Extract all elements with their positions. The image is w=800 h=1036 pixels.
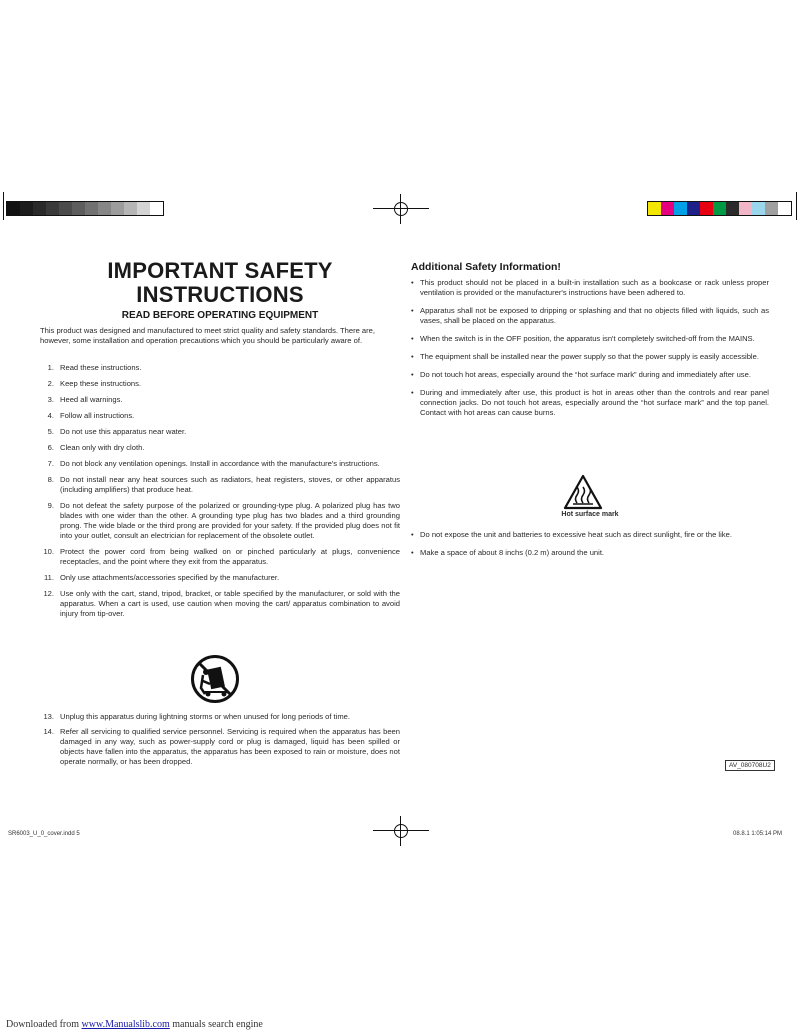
grayscale-bar <box>6 201 164 216</box>
grayscale-swatch <box>150 202 163 215</box>
download-source-line <box>6 1019 263 1030</box>
hot-surface-label: Hot surface mark <box>561 511 619 518</box>
grayscale-swatch <box>20 202 33 215</box>
safety-text: This product should not be placed in a built-in installation such as a bookcase or rack unless proper ventilation is provided or the manufacturer's instructions have been adhered to. <box>420 278 769 297</box>
registration-mark-bottom <box>373 816 429 846</box>
instruction-number: 7. <box>47 459 54 468</box>
color-swatch <box>713 202 726 215</box>
instruction-number: 4. <box>47 411 54 420</box>
grayscale-swatch <box>124 202 137 215</box>
safety-text: Apparatus shall not be exposed to dripping or splashing and that no objects filled with liquids, such as vases, shall be placed on the apparatus. <box>420 306 769 325</box>
instruction-item <box>40 589 400 619</box>
file-name-footer: SR6003_U_0_cover.indd 5 <box>8 831 80 837</box>
additional-safety-list-continued <box>411 530 769 566</box>
safety-item <box>411 334 769 344</box>
cart-tip-over-warning-icon <box>190 654 240 704</box>
download-suffix: manuals search engine <box>169 1019 263 1030</box>
instruction-number: 6. <box>47 443 54 452</box>
safety-item <box>411 548 769 558</box>
color-swatch <box>778 202 791 215</box>
instruction-text: Only use attachments/accessories specified by the manufacturer. <box>60 573 280 582</box>
instruction-number: 13. <box>43 712 54 721</box>
download-prefix: Downloaded from <box>6 1019 82 1030</box>
instruction-text: Do not block any ventilation openings. Install in accordance with the manufacture's instructions. <box>60 459 380 468</box>
instruction-item <box>40 547 400 567</box>
instruction-item <box>40 475 400 495</box>
intro-paragraph: This product was designed and manufactured to meet strict quality and safety standards. There are, however, some installation and operation precautions which you should be particularly aware of. <box>40 326 376 346</box>
grayscale-swatch <box>98 202 111 215</box>
instruction-list <box>40 363 400 625</box>
instruction-number: 1. <box>47 363 54 372</box>
safety-item <box>411 306 769 326</box>
instruction-number: 10. <box>43 547 54 556</box>
color-swatch <box>700 202 713 215</box>
additional-safety-heading: Additional Safety Information! <box>411 261 561 273</box>
safety-text: When the switch is in the OFF position, the apparatus isn't completely switched-off from the MAINS. <box>420 334 755 343</box>
grayscale-swatch <box>59 202 72 215</box>
instruction-number: 14. <box>43 727 54 736</box>
safety-text: The equipment shall be installed near the power supply so that the power supply is easily accessible. <box>420 352 759 361</box>
safety-text: During and immediately after use, this product is hot in areas other than the controls and rear panel connection jacks. Do not touch hot areas, especially around the “hot surface mark” and the top panel. Contact with hot areas can cause burns. <box>420 388 769 417</box>
instruction-item <box>40 501 400 541</box>
safety-text: Do not expose the unit and batteries to excessive heat such as direct sunlight, fire or the like. <box>420 530 732 539</box>
color-swatch <box>739 202 752 215</box>
instruction-item <box>40 427 400 437</box>
color-swatch <box>674 202 687 215</box>
color-bar <box>647 201 792 216</box>
bullet-icon: • <box>411 370 414 379</box>
instruction-item <box>40 727 400 767</box>
instruction-text: Protect the power cord from being walked on or pinched particularly at plugs, convenience receptacles, and the point where they exit from the apparatus. <box>60 547 400 566</box>
color-swatch <box>726 202 739 215</box>
grayscale-swatch <box>111 202 124 215</box>
grayscale-swatch <box>137 202 150 215</box>
document-code: AV_080708U2 <box>725 760 775 771</box>
instruction-item <box>40 395 400 405</box>
instruction-text: Clean only with dry cloth. <box>60 443 145 452</box>
color-swatch <box>765 202 778 215</box>
timestamp-footer: 08.8.1 1:05:14 PM <box>733 831 783 837</box>
safety-text: Make a space of about 8 inchs (0.2 m) around the unit. <box>420 548 605 557</box>
hot-surface-warning-icon <box>563 474 603 510</box>
instruction-item <box>40 363 400 373</box>
instruction-item <box>40 411 400 421</box>
page-title: IMPORTANT SAFETY INSTRUCTIONS <box>107 258 333 307</box>
bullet-icon: • <box>411 548 414 557</box>
crop-mark <box>796 192 797 220</box>
safety-item <box>411 388 769 418</box>
instruction-text: Do not defeat the safety purpose of the polarized or grounding-type plug. A polarized plug has two blades with one wider than the other. A grounding type plug has two blades and a third grounding prong. The wide blade or the third prong are provided for your safety. If the provided plug does not fit into your outlet, consult an electrician for replacement of the obsolete outlet. <box>60 501 400 540</box>
instruction-number: 5. <box>47 427 54 436</box>
instruction-item <box>40 573 400 583</box>
bullet-icon: • <box>411 334 414 343</box>
instruction-text: Heed all warnings. <box>60 395 123 404</box>
instruction-item <box>40 712 400 722</box>
grayscale-swatch <box>33 202 46 215</box>
instruction-number: 11. <box>44 573 54 582</box>
safety-text: Do not touch hot areas, especially around the “hot surface mark” during and immediately after use. <box>420 370 751 379</box>
color-swatch <box>648 202 661 215</box>
grayscale-swatch <box>46 202 59 215</box>
instruction-item <box>40 459 400 469</box>
safety-item <box>411 370 769 380</box>
instruction-text: Do not install near any heat sources such as radiators, heat registers, stoves, or other apparatus (including amplifiers) that produce heat. <box>60 475 400 494</box>
registration-mark-top <box>373 194 429 224</box>
instruction-number: 3. <box>47 395 54 404</box>
instruction-text: Refer all servicing to qualified service personnel. Servicing is required when the apparatus has been damaged in any way, such as power-supply cord or plug is damaged, liquid has been spilled or objects have fallen into the apparatus, the apparatus has been exposed to rain or moisture, does not operate normally, or has been dropped. <box>60 727 400 766</box>
grayscale-swatch <box>72 202 85 215</box>
page-subtitle: READ BEFORE OPERATING EQUIPMENT <box>121 310 319 321</box>
color-swatch <box>687 202 700 215</box>
crop-mark <box>3 192 4 220</box>
bullet-icon: • <box>411 530 414 539</box>
instruction-text: Keep these instructions. <box>60 379 142 388</box>
color-swatch <box>661 202 674 215</box>
instruction-item <box>40 379 400 389</box>
bullet-icon: • <box>411 306 414 315</box>
instruction-list-continued <box>40 712 400 772</box>
instruction-number: 12. <box>43 589 54 598</box>
instruction-text: Follow all instructions. <box>60 411 135 420</box>
instruction-number: 9. <box>47 501 54 510</box>
grayscale-swatch <box>85 202 98 215</box>
bullet-icon: • <box>411 278 414 287</box>
grayscale-swatch <box>7 202 20 215</box>
instruction-text: Unplug this apparatus during lightning storms or when unused for long periods of time. <box>60 712 350 721</box>
instruction-item <box>40 443 400 453</box>
bullet-icon: • <box>411 352 414 361</box>
instruction-number: 8. <box>47 475 54 484</box>
manualslib-link[interactable]: www.Manualslib.com <box>81 1019 170 1030</box>
additional-safety-list <box>411 278 769 426</box>
safety-item <box>411 530 769 540</box>
instruction-number: 2. <box>47 379 54 388</box>
bullet-icon: • <box>411 388 414 397</box>
safety-item <box>411 278 769 298</box>
instruction-text: Do not use this apparatus near water. <box>60 427 187 436</box>
instruction-text: Use only with the cart, stand, tripod, bracket, or table specified by the manufacturer, or sold with the apparatus. When a cart is used, use caution when moving the cart/ apparatus combination to avoid injury from tip-over. <box>60 589 400 618</box>
color-swatch <box>752 202 765 215</box>
instruction-text: Read these instructions. <box>60 363 142 372</box>
safety-item <box>411 352 769 362</box>
